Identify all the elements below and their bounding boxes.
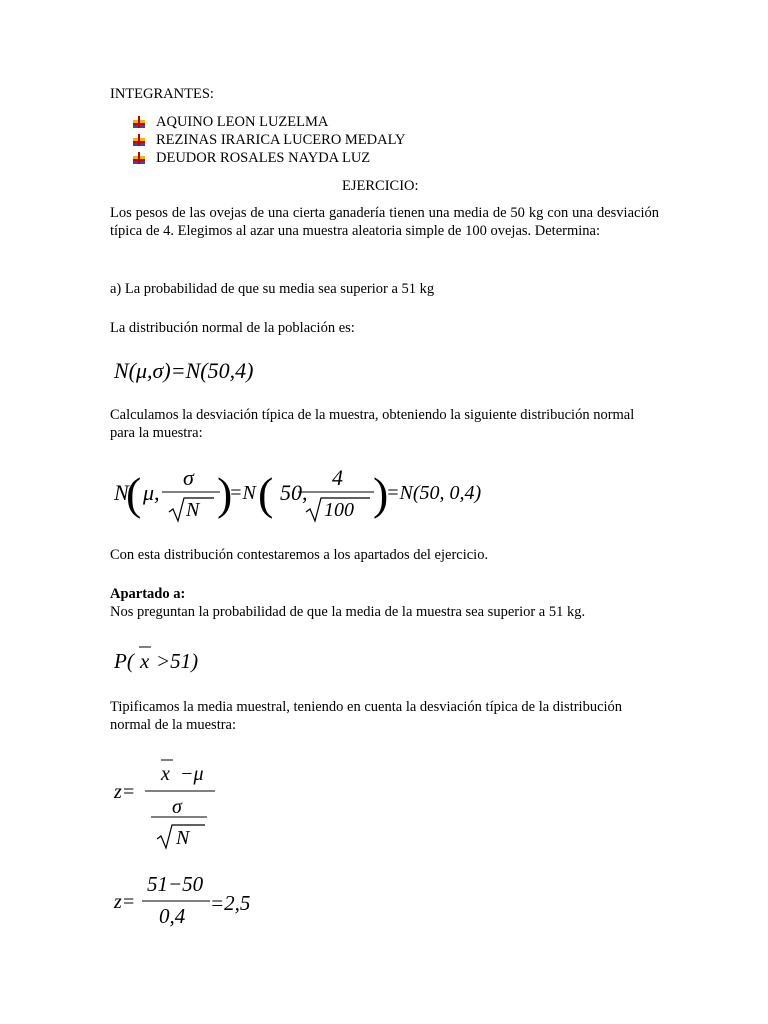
eq2-paren-close: ) [217, 468, 233, 519]
eq5-fraction-line [142, 899, 212, 903]
eq2-sqrt-n: N [186, 499, 200, 521]
question-a: a) La probabilidad de que su media sea superior a 51 kg [110, 281, 435, 297]
member-name: REZINAS IRARICA LUCERO MEDALY [156, 132, 406, 148]
eq2-eqN: =N [229, 482, 256, 504]
eq3-p: P( [114, 649, 134, 673]
eq5-z: z= [114, 891, 136, 913]
equation-z-value [114, 872, 274, 932]
section-a-text: Nos preguntan la probabilidad de que la media de la muestra sea superior a 51 kg. [110, 604, 586, 620]
eq5-numerator: 51−50 [147, 872, 204, 896]
eq2-paren-open: ( [126, 468, 142, 519]
eq2-fifty: 50, [280, 480, 308, 505]
bullet-icon [132, 115, 146, 129]
eq5-result: =2,5 [210, 891, 251, 915]
member-name: DEUDOR ROSALES NAYDA LUZ [156, 150, 371, 166]
eq4-sqrt-n: N [176, 827, 190, 849]
eq2-result: =N(50, 0,4) [386, 482, 482, 504]
eq5-denominator: 0,4 [159, 904, 186, 928]
problem-statement: Los pesos de las ovejas de una cierta ganadería tienen una media de 50 kg con una desviación típica de 4. Elegimos al azar una muestra aleatoria simple de 100 ovejas. Determina: [110, 205, 659, 239]
eq4-xbar [161, 758, 175, 762]
eq2-mu: μ, [143, 480, 160, 505]
equation-population: N(μ,σ)=N(50,4) [114, 358, 254, 383]
eq2-hundred: 100 [324, 499, 354, 521]
section-a-heading: Apartado a: [110, 586, 186, 602]
eq3-rest: >51) [156, 649, 199, 673]
bullet-icon [132, 151, 146, 165]
eq3-xbar [139, 645, 153, 649]
population-text: La distribución normal de la población es: [110, 320, 355, 336]
eq2-sigma: σ [183, 465, 194, 490]
equation-z-formula [114, 758, 234, 853]
eq2-four: 4 [332, 465, 343, 490]
eq2-paren-open-2: ( [258, 468, 274, 519]
eq4-x: x [161, 763, 170, 785]
equation-sample [110, 462, 510, 532]
eq4-sigma: σ [172, 796, 182, 818]
conclusion-text: Con esta distribución contestaremos a los apartados del ejercicio. [110, 547, 489, 563]
member-name: AQUINO LEON LUZELMA [156, 114, 329, 130]
eq3-x: x [140, 649, 150, 673]
eq4-minus-mu: −μ [180, 763, 204, 785]
sample-text: Calculamos la desviación típica de la muestra, obteniendo la siguiente distribución normal para la muestra: [110, 407, 635, 441]
eq2-n: N [114, 480, 129, 505]
eq4-z: z= [114, 781, 136, 803]
exercise-title: EJERCICIO: [342, 178, 419, 194]
bullet-icon [132, 133, 146, 147]
equation-probability [114, 645, 254, 681]
eq2-paren-close-2: ) [373, 468, 389, 519]
standardize-text: Tipificamos la media muestral, teniendo en cuenta la desviación típica de la distribución normal de la muestra: [110, 699, 623, 733]
members-title: INTEGRANTES: [110, 86, 214, 102]
